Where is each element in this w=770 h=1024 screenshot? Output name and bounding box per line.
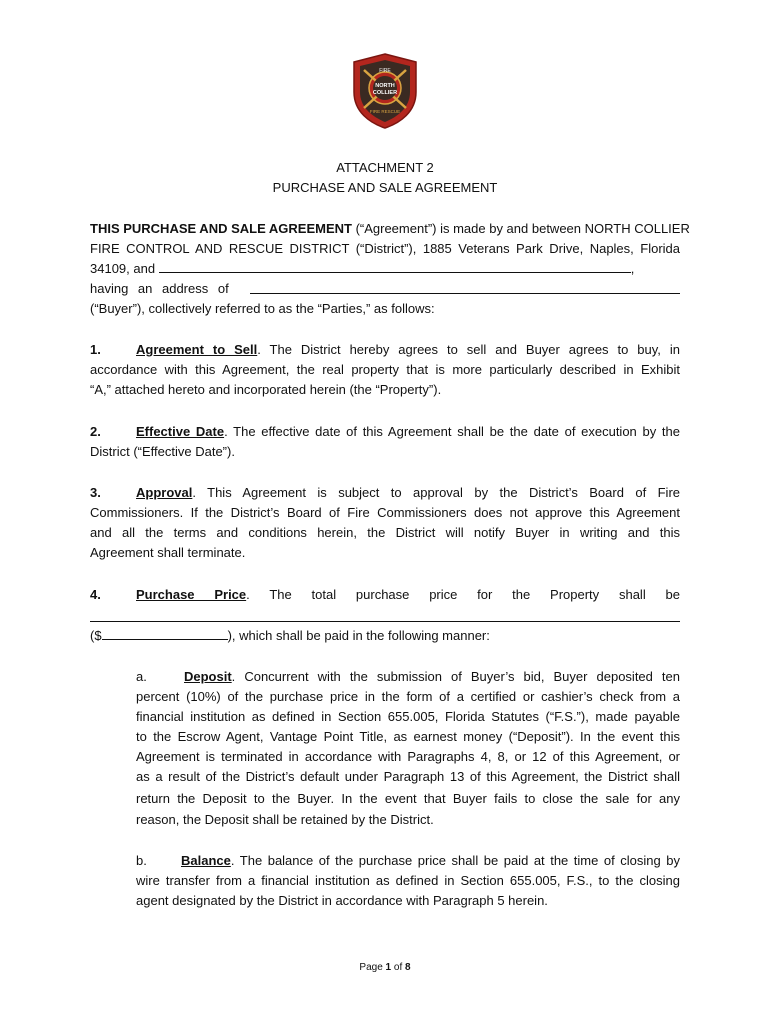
section-2-heading: Effective Date: [136, 424, 225, 439]
subsection-a-line-2: percent (10%) of the purchase price in the form of a certified or cashier’s check from a: [136, 689, 680, 704]
logo-top-text: FIRE: [379, 68, 391, 74]
page-number-footer: [0, 962, 770, 973]
deposit-heading: Deposit: [184, 669, 232, 684]
logo-bottom-text: FIRE RESCUE: [369, 109, 401, 114]
logo-name-line2: COLLIER: [372, 90, 398, 96]
document-title: PURCHASE AND SALE AGREEMENT: [272, 180, 498, 195]
footer-of-word: of: [393, 962, 403, 973]
intro-line-1-text: (“Agreement”) is made by and between NORTH COLLIER: [351, 221, 690, 236]
section-3-number: 3.: [90, 485, 101, 500]
section-1-line-2: accordance with this Agreement, the real property that is more particularly described in Exhibit: [90, 362, 680, 377]
section-2-line-1: [136, 422, 680, 442]
intro-line-4: having an address of: [90, 281, 229, 296]
section-4-line-1-text: . The total purchase price for the Property shall be: [246, 587, 680, 602]
section-2-line-2: District (“Effective Date”).: [90, 444, 235, 459]
attachment-label: ATTACHMENT 2: [336, 160, 434, 175]
subsection-b-line-2: wire transfer from a financial institution as defined in Section 655.005, F.S., to the closing: [136, 873, 680, 888]
purchase-price-words-blank[interactable]: [90, 621, 680, 622]
subsection-a-label: a.: [136, 669, 147, 684]
section-1-number: 1.: [90, 342, 101, 357]
subsection-a-line-5: Agreement is terminated in accordance with Paragraphs 4, 8, or 12 of this Agreement, or: [136, 749, 680, 764]
subsection-a-line-7: return the Deposit to the Buyer. In the event that Buyer fails to close the sale for any: [136, 791, 680, 806]
section-3-line-2: Commissioners. If the District’s Board of Fire Commissioners does not approve this Agreement: [90, 505, 680, 520]
balance-heading: Balance: [181, 853, 231, 868]
subsection-b-label: b.: [136, 853, 147, 868]
purchase-price-amount-blank[interactable]: [102, 626, 228, 640]
section-3-line-3: and all the terms and conditions herein, the District will notify Buyer in writing and this: [90, 525, 680, 540]
section-1-line-3: “A,” attached hereto and incorporated herein (the “Property”).: [90, 382, 442, 397]
section-1-heading: Agreement to Sell: [136, 342, 258, 357]
subsection-a-line-4: to the Escrow Agent, Vantage Point Title, as earnest money (“Deposit”). In the event this: [136, 729, 680, 744]
intro-lead: THIS PURCHASE AND SALE AGREEMENT: [90, 221, 352, 236]
intro-line-3: [90, 259, 634, 279]
intro-line-2: FIRE CONTROL AND RESCUE DISTRICT (“District”), 1885 Veterans Park Drive, Naples, Florida: [90, 241, 680, 256]
intro-line-3-text: 34109, and: [90, 261, 156, 276]
section-3-line-1-text: . This Agreement is subject to approval by the District’s Board of Fire: [192, 485, 680, 500]
section-1-line-1-text: . The District hereby agrees to sell and Buyer agrees to buy, in: [257, 342, 680, 357]
fire-district-logo: [350, 52, 420, 130]
section-4-line-3-end: ), which shall be paid in the following manner:: [227, 628, 490, 643]
footer-page-num: 1: [385, 962, 392, 973]
section-4-number: 4.: [90, 587, 101, 602]
subsection-a-line-3: financial institution as defined in Section 655.005, Florida Statutes (“F.S.”), made payable: [136, 709, 680, 724]
buyer-address-blank[interactable]: [250, 293, 680, 294]
section-4-line-3-start: ($: [90, 628, 102, 643]
buyer-name-blank[interactable]: [159, 259, 631, 273]
subsection-a-line-1: [184, 667, 680, 687]
intro-line-3-end: ,: [630, 261, 635, 276]
footer-page-word: Page: [359, 962, 383, 973]
subsection-b-line-1: [181, 851, 680, 871]
section-4-line-3: [90, 626, 490, 646]
subsection-a-line-8: reason, the Deposit shall be retained by the District.: [136, 812, 434, 827]
intro-line-5: (“Buyer”), collectively referred to as the “Parties,” as follows:: [90, 301, 435, 316]
subsection-a-line-1-text: . Concurrent with the submission of Buyer’s bid, Buyer deposited ten: [231, 669, 680, 684]
footer-page-total: 8: [405, 962, 411, 973]
section-4-line-1: [136, 585, 680, 605]
section-2-line-1-text: . The effective date of this Agreement shall be the date of execution by the: [224, 424, 680, 439]
section-2-number: 2.: [90, 424, 101, 439]
section-1-line-1: [136, 340, 680, 360]
subsection-b-line-3: agent designated by the District in accordance with Paragraph 5 herein.: [136, 893, 548, 908]
section-4-heading: Purchase Price: [136, 587, 247, 602]
section-3-line-1: [136, 483, 680, 503]
section-3-line-4: Agreement shall terminate.: [90, 545, 246, 560]
intro-line-1: [90, 219, 690, 239]
section-3-heading: Approval: [136, 485, 193, 500]
subsection-b-line-1-text: . The balance of the purchase price shall be paid at the time of closing by: [230, 853, 680, 868]
subsection-a-line-6: as a result of the District’s default under Paragraph 13 of this Agreement, the District shall: [136, 769, 680, 784]
logo-name-line1: NORTH: [375, 83, 395, 89]
